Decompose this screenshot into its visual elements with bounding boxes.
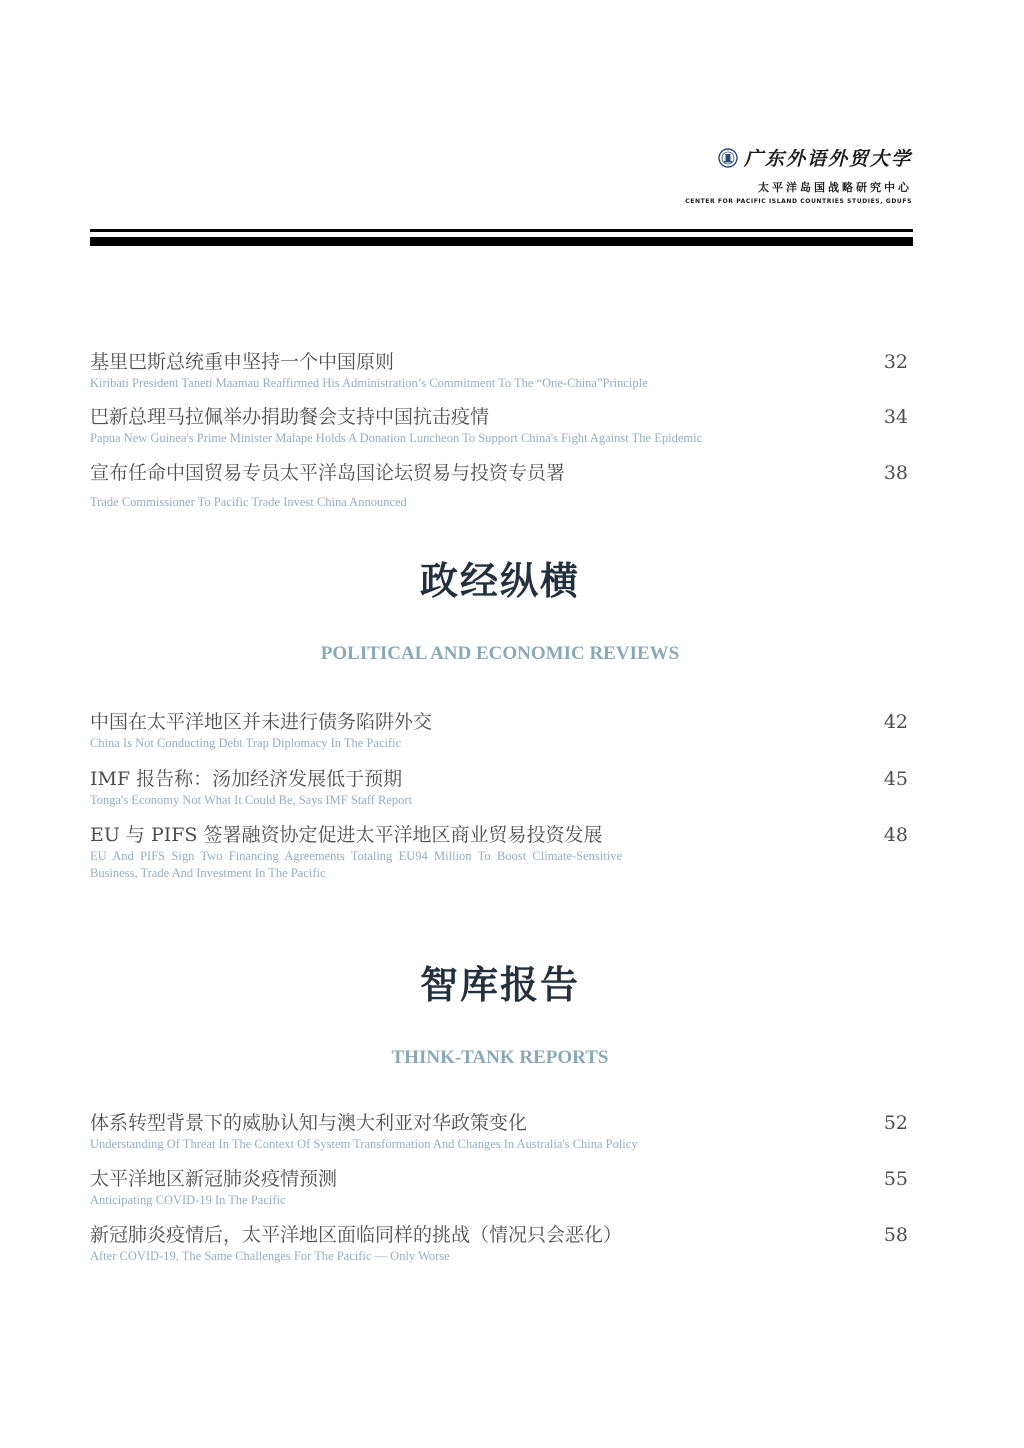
toc-entry-page: 34 xyxy=(883,406,908,428)
toc-entry-page: 42 xyxy=(883,711,908,733)
toc-entry-title-cn: EU 与 PIFS 签署融资协定促进太平洋地区商业贸易投资发展 xyxy=(90,824,603,846)
section-subtitle-thinktank: THINK-TANK REPORTS xyxy=(391,1047,609,1068)
toc-entry-page: 52 xyxy=(883,1112,908,1134)
toc-entry-page: 45 xyxy=(883,768,908,790)
toc-entry[interactable] xyxy=(90,822,910,882)
section-title-thinktank: 智库报告 xyxy=(419,962,580,1007)
toc-entry-title-en: Tonga's Economy Not What It Could Be, Says IMF Staff Report xyxy=(90,793,413,807)
toc-entry-page: 38 xyxy=(883,462,908,484)
university-emblem-icon xyxy=(718,148,738,168)
toc-entry[interactable] xyxy=(90,1222,910,1265)
toc-entry-title-cn: IMF 报告称：汤加经济发展低于预期 xyxy=(90,768,403,790)
toc-entry[interactable] xyxy=(90,349,910,392)
toc-entry-title-cn: 巴新总理马拉佩举办捐助餐会支持中国抗击疫情 xyxy=(90,406,490,428)
center-name-cn: 太平洋岛国战略研究中心 xyxy=(758,181,912,194)
toc-entry-title-cn: 新冠肺炎疫情后，太平洋地区面临同样的挑战（情况只会恶化） xyxy=(90,1224,623,1246)
toc-entry-title-cn: 太平洋地区新冠肺炎疫情预测 xyxy=(90,1168,338,1190)
toc-entry-title-en: After COVID-19, The Same Challenges For The Pacific — Only Worse xyxy=(90,1249,450,1263)
toc-entry-title-en: EU And PIFS Sign Two Financing Agreements Totaling EU94 Million To Boost Climate-Sensitive Business, Trade And Investment In The Pacific xyxy=(90,849,622,880)
toc-entry-title-en: Understanding Of Threat In The Context Of System Transformation And Changes In Australia's China Policy xyxy=(90,1137,638,1151)
toc-entry[interactable] xyxy=(90,404,910,447)
toc-entry-page: 48 xyxy=(883,824,908,846)
toc-entry-title-en: Papua New Guinea's Prime Minister Malape Holds A Donation Luncheon To Support China's Fight Against The Epidemic xyxy=(90,431,703,445)
toc-entry[interactable] xyxy=(90,460,910,511)
section-title-political: 政经纵横 xyxy=(419,558,580,603)
toc-entry-title-cn: 中国在太平洋地区并未进行债务陷阱外交 xyxy=(90,711,433,733)
toc-entry-title-en: Anticipating COVID-19 In The Pacific xyxy=(90,1193,286,1207)
section-subtitle-political: POLITICAL AND ECONOMIC REVIEWS xyxy=(320,643,680,664)
header-rule-thin xyxy=(90,229,913,232)
toc-entry[interactable] xyxy=(90,709,910,752)
toc-entry-title-en: Trade Commissioner To Pacific Trade Invest China Announced xyxy=(90,495,407,509)
center-name-en: CENTER FOR PACIFIC ISLAND COUNTRIES STUDIES, GDUFS xyxy=(685,198,912,205)
toc-entry-page: 32 xyxy=(883,351,908,373)
toc-entry-page: 58 xyxy=(883,1224,908,1246)
header-rule-thick xyxy=(90,237,913,246)
toc-entry-title-cn: 宣布任命中国贸易专员太平洋岛国论坛贸易与投资专员署 xyxy=(90,462,566,484)
toc-entry-title-cn: 体系转型背景下的威胁认知与澳大利亚对华政策变化 xyxy=(90,1112,528,1134)
toc-entry[interactable] xyxy=(90,1110,910,1153)
toc-entry[interactable] xyxy=(90,1166,910,1209)
toc-entry[interactable] xyxy=(90,766,910,809)
toc-entry-title-en: China Is Not Conducting Debt Trap Diplomacy In The Pacific xyxy=(90,736,402,750)
toc-entry-page: 55 xyxy=(883,1168,908,1190)
logo-row xyxy=(685,144,912,171)
toc-entry-title-en: Kiribati President Taneti Maamau Reaffirmed His Administration’s Commitment To The “One-China”Principle xyxy=(90,376,648,390)
university-name: 广东外语外贸大学 xyxy=(743,148,912,170)
toc-entry-title-cn: 基里巴斯总统重申坚持一个中国原则 xyxy=(90,351,395,373)
header-logo-block xyxy=(685,144,912,205)
